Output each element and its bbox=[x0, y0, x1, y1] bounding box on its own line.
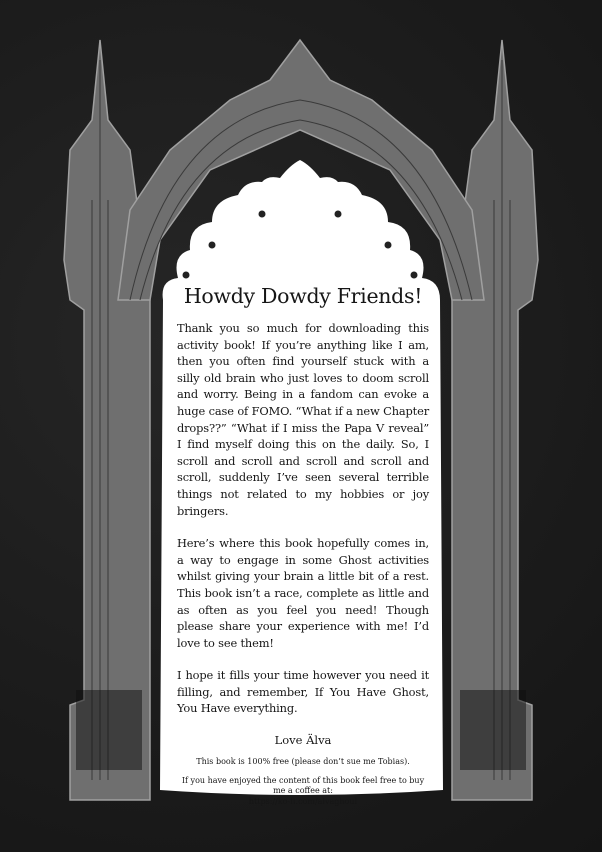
coffee-note-text: If you have enjoyed the content of this book feel free to buy me a coffee at: bbox=[181, 775, 425, 796]
letter-content bbox=[177, 284, 429, 815]
ko-fi-link[interactable]: https://ko-fi.com/alvaghoul bbox=[248, 796, 358, 806]
paragraph-closing: I hope it fills your time however you need it filling, and remember, If You Have Ghost, You Have everything. bbox=[177, 668, 429, 716]
free-note: This book is 100% free (please don’t sue me Tobias). bbox=[196, 757, 410, 767]
page-title: Howdy Dowdy Friends! bbox=[183, 284, 423, 308]
paragraph-purpose: Here’s where this book hopefully comes in, a way to engage in some Ghost activities whilst giving your brain a little bit of a rest. This book isn’t a race, complete as little and as often as you feel you need! Though please share your experience with me! I’d love to see them! bbox=[177, 536, 429, 650]
paragraph-intro: Thank you so much for downloading this activity book! If you’re anything like I am, then you often find yourself stuck with a silly old brain who just loves to doom scroll and worry. Being in a fandom can evoke a huge case of FOMO. “What if a new Chapter drops??” “What if I miss the Papa V reveal” I find myself doing this on the daily. So, I scroll and scroll and scroll and scroll and scroll, suddenly I’ve seen several terrible things not related to my hobbies or joy bringers. bbox=[177, 321, 429, 518]
coffee-note bbox=[177, 776, 429, 808]
signature: Love Älva bbox=[274, 733, 332, 748]
